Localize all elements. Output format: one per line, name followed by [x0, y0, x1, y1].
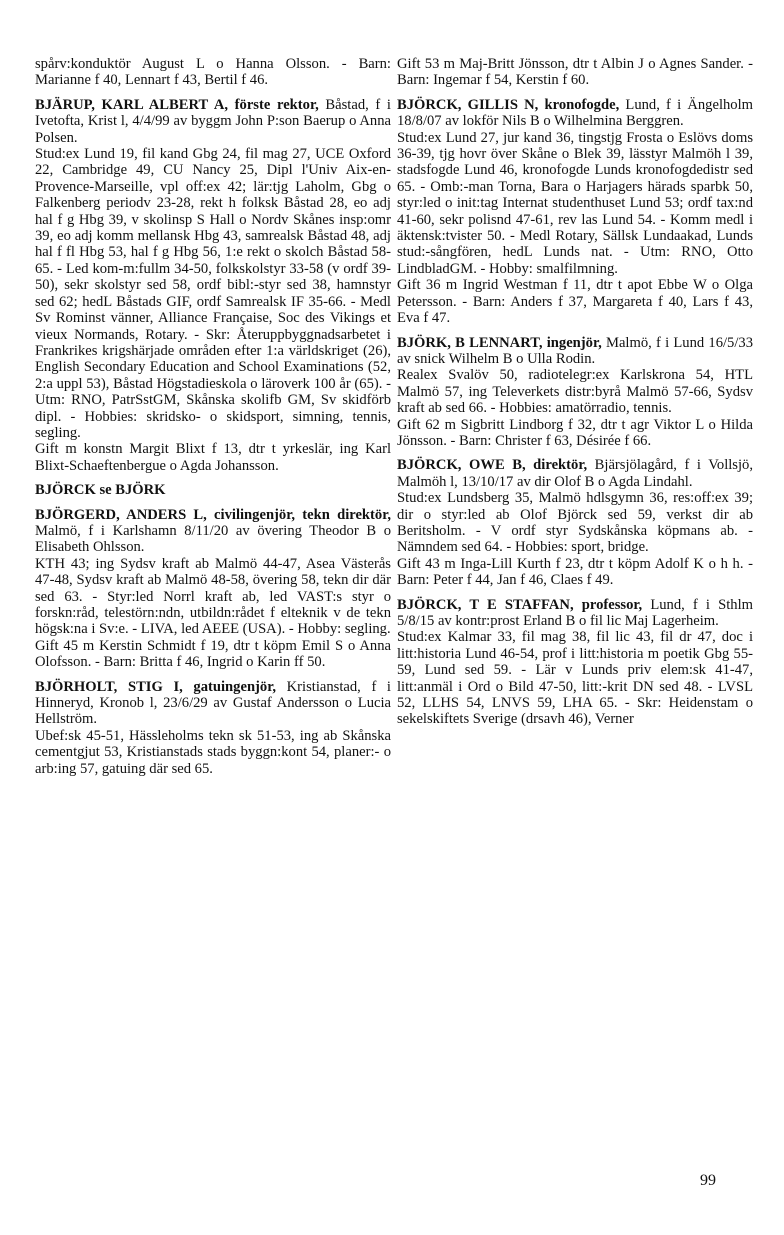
page-number: 99 [700, 1172, 716, 1189]
entry-paragraph: KTH 43; ing Sydsv kraft ab Malmö 44-47, Asea Västerås 47-48, Sydsv kraft ab Malmö 48-58, övering 58, tekn dir där sed 63. - Styr:led Norrl kraft ab, led VAST:s styr o forskn:råd, telestörn:ndn, utbildn:rådet f elteknik v de tekn högsk:na i Sv:e. - LIVA, led AEEE (USA). - Hobby: segling. [35, 555, 391, 638]
entry-paragraph: Realex Svalöv 50, radiotelegr:ex Karlskrona 54, HTL Malmö 57, ing Televerkets distr:byrå Malmö 57-66, Sydsv kraft ab sed 66. - Hobbies: amatörradio, tennis. [397, 367, 753, 417]
entry-cont-2 [397, 56, 753, 89]
entry-bjork-lennart [397, 335, 753, 450]
entry-heading: BJÖRCK se BJÖRK [35, 482, 166, 499]
entry-first-paragraph [35, 507, 391, 556]
entry-first-paragraph [397, 56, 753, 89]
entry-text: Kristianstad, f i Hinneryd, Kronob l, 23/6/29 av Gustaf Andersson o Lucia Hellström. [35, 678, 391, 728]
entry-paragraph: Ubef:sk 45-51, Hässleholms tekn sk 51-53, ing ab Skånska cementgjut 53, Kristianstads stads byggn:kont 54, planer:- o arb:ing 57, gatuing där sed 65. [35, 727, 391, 777]
entry-text: spårv:konduktör August L o Hanna Olsson. - Barn: Marianne f 40, Lennart f 43, Bertil f 46. [35, 56, 391, 89]
entry-first-paragraph [397, 597, 753, 630]
entry-paragraph: Gift 43 m Inga-Lill Kurth f 23, dtr t köpm Adolf K o h h. - Barn: Peter f 44, Jan f 46, Claes f 49. [397, 555, 753, 589]
entry-first-paragraph [35, 97, 391, 146]
entry-text: Bjärsjölagård, f i Vollsjö, Malmöh l, 13/10/17 av dir Olof B o Agda Lindahl. [397, 457, 753, 490]
entry-text: Gift 53 m Maj-Britt Jönsson, dtr t Albin J o Agnes Sander. - Barn: Ingemar f 54, Kerstin f 60. [397, 56, 753, 89]
entry-cont-1 [35, 56, 391, 89]
entry-paragraph: Gift 45 m Kerstin Schmidt f 19, dtr t köpm Emil S o Anna Olofsson. - Barn: Britta f 46, Ingrid o Karin ff 50. [35, 637, 391, 671]
entry-paragraph: Gift 36 m Ingrid Westman f 11, dtr t apot Ebbe W o Olga Petersson. - Barn: Anders f 37, Margareta f 40, Lars f 43, Eva f 47. [397, 277, 753, 327]
entry-heading: BJÖRCK, GILLIS N, kronofogde, [397, 96, 620, 113]
entry-text: Malmö, f i Karlshamn 8/11/20 av övering Theodor B o Elisabeth Ohlsson. [35, 522, 391, 556]
entry-heading: BJÖRCK, OWE B, direktör, [397, 457, 588, 474]
entry-heading: BJÖRGERD, ANDERS L, civilingenjör, tekn direktör, [35, 506, 391, 523]
entry-bjorck-staffan [397, 597, 753, 728]
entry-text: Lund, f i Sthlm 5/8/15 av kontr:prost Erland B o fil lic Maj Lagerheim. [397, 596, 753, 629]
entry-heading: BJÖRHOLT, STIG I, gatuingenjör, [35, 678, 276, 695]
entry-heading: BJÖRCK, T E STAFFAN, professor, [397, 596, 643, 613]
entry-bjorholt [35, 679, 391, 777]
entry-first-paragraph [397, 97, 753, 130]
entry-paragraph: Gift m konstn Margit Blixt f 13, dtr t yrkeslär, ing Karl Blixt-Schaeftenbergue o Agda Johansson. [35, 441, 391, 474]
entry-text: Malmö, f i Lund 16/5/33 av snick Wilhelm B o Ulla Rodin. [397, 334, 753, 367]
entry-paragraph: Stud:ex Lund 19, fil kand Gbg 24, fil mag 27, UCE Oxford 22, Cambridge 49, CU Nancy 25, Dipl l'Univ Aix-en-Provence-Marseille, vpl off:ex 42; lär:tjg Laholm, Gbg o Falkenberg periodv 23-28, rekt h folksk Båstad 28, eo adj hal f g Hbg 39, v skolinsp S Hall o Nordv Skånes insp:omr 39, eo adj komm mellansk Hbg 43, samrealsk Båstad 48, adj hal f fl Hbg 53, hal f g Hbg 56, 1:e rekt o skolch Båstad 58-65. - Led kom-m:fullm 34-50, folkskolstyr 33-58 (v ordf 39-50), sekr skolstyr sed 58, ordf bibl:-styr sed 38, hamnstyr sed 62; hedL Båstads GIF, ordf Samrealsk IF 35-66. - Medl Sv Rominst vänner, Alliance Française, Soc des Vikings et vieux Normands, Rotary. - Skr: Återuppbyggnadsarbetet i Frankrikes krigshärjade områden efter 1:a världskriget (26), English Secondary Education and School Examinations (52, 2:a uppl 53), Båstad Högstadieskola o läroverk 100 år (65). - Utm: RNO, PatrSstGM, Skånska skolifb GM, Sv skidförb dipl. - Hobbies: skridsko- o skidsport, simning, tennis, segling. [35, 146, 391, 441]
entry-first-paragraph [397, 457, 753, 490]
entry-text: Båstad, f i Ivetofta, Krist l, 4/4/99 av byggm John P:son Baerup o Anna Polsen. [35, 96, 391, 146]
entry-paragraph: Gift 62 m Sigbritt Lindborg f 32, dtr t agr Viktor L o Hilda Jönsson. - Barn: Christer f 63, Désirée f 66. [397, 416, 753, 449]
entry-first-paragraph [35, 679, 391, 728]
entry-paragraph: Stud:ex Lundsberg 35, Malmö hdlsgymn 36, res:off:ex 39; dir o styr:led ab Olof Björck sed 59, verkst dir ab Beritsholm. - V ordf styr Sydskånska köpmans ab. - Nämndem sed 64. - Hobbies: sport, bridge. [397, 490, 753, 556]
right-column [397, 56, 753, 736]
entry-text: Lund, f i Ängelholm 18/8/07 av lokför Nils B o Wilhelmina Berggren. [397, 96, 753, 130]
entry-bjarup [35, 97, 391, 474]
entry-first-paragraph [35, 56, 391, 89]
entry-bjorck-owe [397, 457, 753, 588]
entry-heading: BJÄRUP, KARL ALBERT A, förste rektor, [35, 96, 319, 113]
entry-bjorck-gillis [397, 97, 753, 327]
entry-bjorgerd [35, 507, 391, 671]
left-column [35, 56, 391, 785]
entry-first-paragraph [397, 335, 753, 368]
entry-paragraph: Stud:ex Lund 27, jur kand 36, tingstjg Frosta o Eslövs doms 36-39, tjg hovr över Skåne o Blek 39, lässtyr Malmöh l 39, stadsfogde Lund 46, kronofogde Lunds kronofogdedistr sed 65. - Omb:-man Torna, Bara o Harjagers härads sparbk 50, styr:led o init:tag Internat studenthuset Lund 53; ordf tax:nd 41-60, sekr polisnd 47-61, rev las Lund 54. - Komm medl i äktensk:tvister 50. - Medl Rotary, Sällsk Lundaakad, Lunds stud:-sångfören, hedL Lunds nat. - Utm: RNO, Otto LindbladGM. - Hobby: smalfilmning. [397, 129, 753, 277]
entry-bjorck-se [35, 482, 391, 498]
entry-first-paragraph [35, 482, 391, 498]
entry-paragraph: Stud:ex Kalmar 33, fil mag 38, fil lic 43, fil dr 47, doc i litt:historia Lund 46-54, prof i litt:historia m poetik Gbg 55-59, Lund sed 59. - Lär v Lunds priv elem:sk 41-47, litt:anmäl i Ord o Bild 47-50, litt:-krit DN sed 48. - LVSL 52, LLHS 54, LNVS 59, LHA 65. - Skr: Heidenstam o sekelskiftets Sverige (drsavh 46), Verner [397, 629, 753, 728]
entry-heading: BJÖRK, B LENNART, ingenjör, [397, 334, 602, 351]
